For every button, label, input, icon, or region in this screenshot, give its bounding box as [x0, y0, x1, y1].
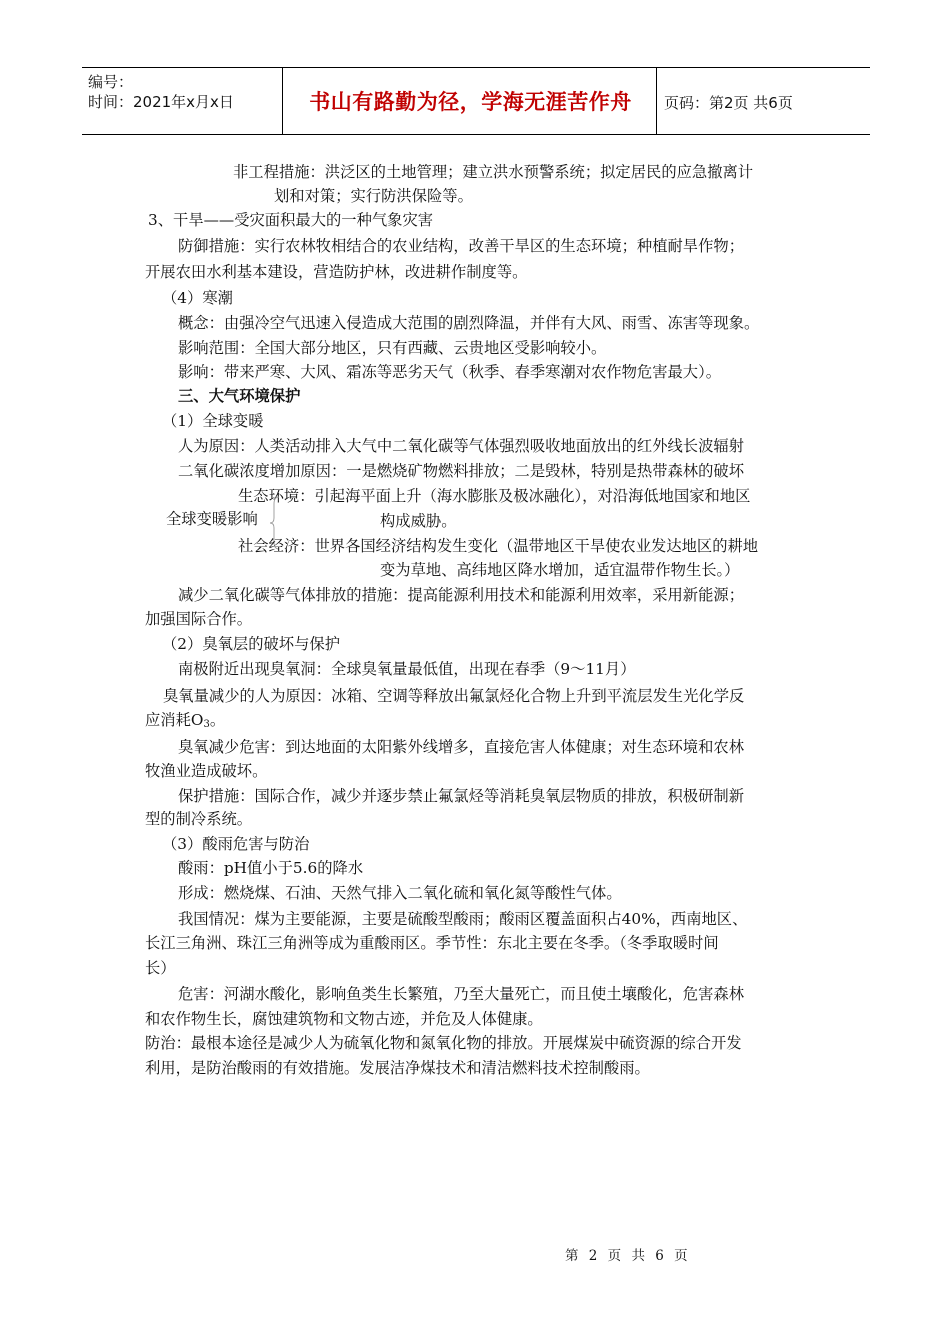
text-line: 影响范围：全国大部分地区，只有西藏、云贵地区受影响较小。: [178, 339, 607, 357]
text-line: 我国情况：煤为主要能源，主要是硫酸型酸雨；酸雨区覆盖面积占40%，西南地区、: [178, 910, 748, 928]
text-line: 生态环境：引起海平面上升（海水膨胀及极冰融化），对沿海低地国家和地区: [238, 487, 751, 505]
text-line: 牧渔业造成破坏。: [145, 762, 268, 780]
text-line: 保护措施：国际合作，减少并逐步禁止氟氯烃等消耗臭氧层物质的排放，积极研制新: [178, 787, 744, 805]
page-header: [82, 67, 870, 135]
text-line: 划和对策；实行防洪保险等。: [274, 187, 473, 205]
text-line: 南极附近出现臭氧洞：全球臭氧量最低值，出现在春季（9～11月）: [178, 660, 636, 678]
section-heading: （4）寒潮: [162, 289, 233, 307]
text-line: 形成：燃烧煤、石油、天然气排入二氧化硫和氧化氮等酸性气体。: [178, 884, 622, 902]
text-line: 二氧化碳浓度增加原因：一是燃烧矿物燃料排放；二是毁林，特别是热带森林的破坏: [178, 462, 744, 480]
text-line: 型的制冷系统。: [145, 810, 253, 828]
text-line: 长）: [145, 959, 176, 977]
text-line: 应消耗$O_3$。: [145, 711, 226, 730]
section-heading: （2）臭氧层的破坏与保护: [162, 635, 340, 653]
number-label: 编号：: [88, 73, 134, 91]
text-line: 臭氧减少危害：到达地面的太阳紫外线增多，直接危害人体健康；对生态环境和农林: [178, 738, 744, 756]
text-line: 社会经济：世界各国经济结构发生变化（温带地区干旱使农业发达地区的耕地: [238, 537, 759, 555]
text-line: 和农作物生长，腐蚀建筑物和文物古迹，并危及人体健康。: [145, 1010, 543, 1028]
text-line: 减少二氧化碳等气体排放的措施：提高能源利用技术和能源利用效率，采用新能源；: [178, 586, 744, 604]
section-heading: 3、干旱——受灾面积最大的一种气象灾害: [148, 211, 434, 229]
text-line: 危害：河湖水酸化，影响鱼类生长繁殖，乃至大量死亡，而且使土壤酸化，危害森林: [178, 985, 744, 1003]
text-line: 长江三角洲、珠江三角洲等成为重酸雨区。季节性：东北主要在冬季。（冬季取暖时间: [145, 934, 719, 952]
header-meta: [88, 72, 234, 112]
header-motto: 书山有路勤为径，学海无涯苦作舟: [309, 90, 632, 114]
text-line: 人为原因：人类活动排入大气中二氧化碳等气体强烈吸收地面放出的红外线长波辐射: [178, 437, 744, 455]
text-line: 利用，是防治酸雨的有效措施。发展洁净煤技术和清洁燃料技术控制酸雨。: [145, 1059, 650, 1077]
section-heading: （1）全球变暖: [162, 412, 264, 430]
section-heading: 三、大气环境保护: [178, 387, 301, 405]
text-line: 概念：由强冷空气迅速入侵造成大范围的剧烈降温，并伴有大风、雨雪、冻害等现象。: [178, 314, 760, 332]
text-line: 酸雨：pH值小于5.6的降水: [178, 859, 364, 877]
page-footer: 第 2 页 共 6 页: [565, 1248, 691, 1264]
text-line: 防御措施：实行农林牧相结合的农业结构，改善干旱区的生态环境；种植耐旱作物；: [178, 237, 744, 255]
text-line: 非工程措施：洪泛区的土地管理；建立洪水预警系统；拟定居民的应急撤离计: [233, 163, 754, 181]
header-page-label: 页码：第2页 共6页: [664, 94, 793, 112]
date-label: 时间：2021年x月x日: [88, 93, 234, 111]
text-line: 防治：最根本途径是减少人为硫氧化物和氮氧化物的排放。开展煤炭中硫资源的综合开发: [145, 1034, 742, 1052]
text-line: 变为草地、高纬地区降水增加，适宜温带作物生长。）: [380, 561, 740, 579]
text-line: 加强国际合作。: [145, 610, 253, 628]
text-line: 影响：带来严寒、大风、霜冻等恶劣天气（秋季、春季寒潮对农作物危害最大）。: [178, 363, 722, 381]
text-line: 臭氧量减少的人为原因：冰箱、空调等释放出氟氯烃化合物上升到平流层发生光化学反: [163, 687, 745, 705]
header-divider: [656, 68, 657, 134]
text-line: 构成威胁。: [380, 512, 457, 530]
brace-label: 全球变暖影响: [166, 510, 258, 528]
header-divider: [282, 68, 283, 134]
section-heading: （3）酸雨危害与防治: [162, 835, 310, 853]
text-line: 开展农田水利基本建设，营造防护林，改进耕作制度等。: [145, 263, 528, 281]
